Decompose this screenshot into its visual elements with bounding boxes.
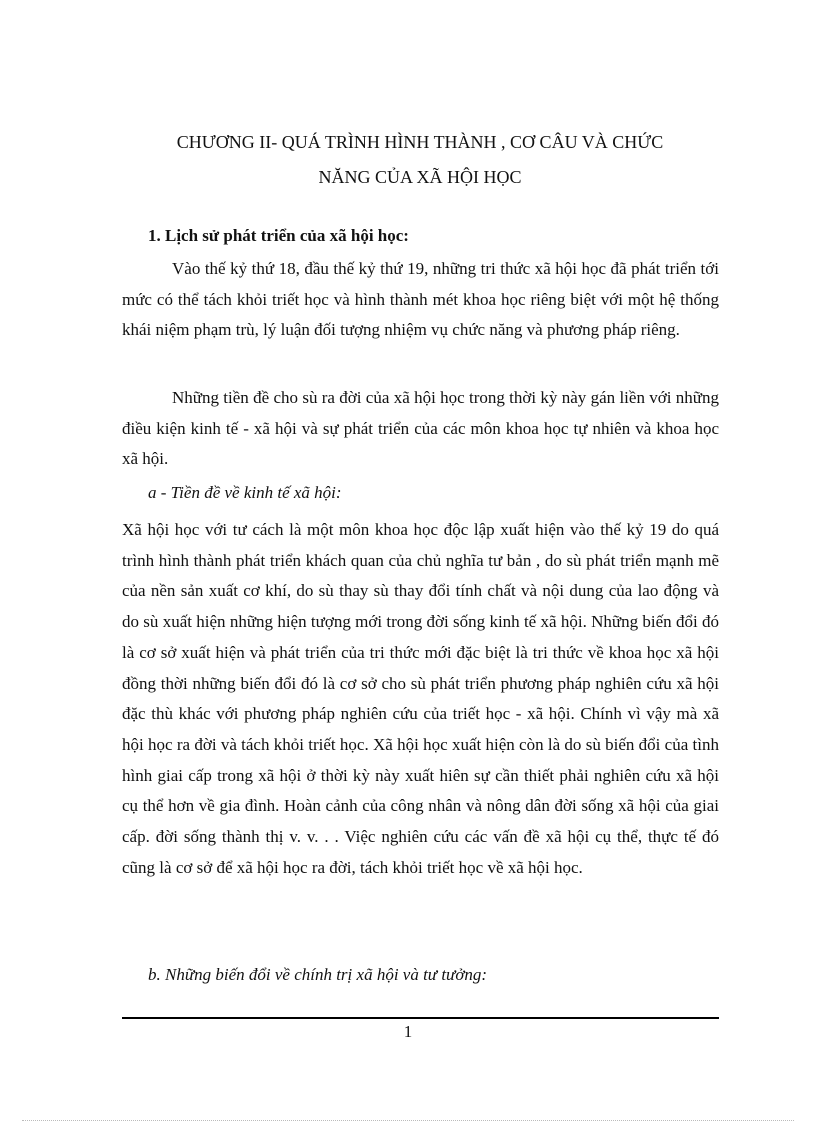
footer-rule xyxy=(122,1017,719,1019)
page-edge-divider xyxy=(22,1120,794,1121)
paragraph-premises xyxy=(122,383,719,475)
paragraph-text: Vào thế kỷ thứ 18, đầu thế kỷ thứ 19, những tri thức xã hội học đã phát triển tới mức có thể tách khỏi triết học và hình thành mét khoa học riêng biệt với một hệ thống khái niệm phạm trù, lý luận đối tượng nhiệm vụ chức năng và phương pháp riêng. xyxy=(122,259,719,340)
chapter-title xyxy=(120,125,720,195)
chapter-title-line2: NĂNG CỦA XÃ HỘI HỌC xyxy=(318,167,522,187)
paragraph-intro xyxy=(122,254,719,346)
paragraph-text: Xã hội học với tư cách là một môn khoa học độc lập xuất hiện vào thế kỷ 19 do quá trình hình thành phát triển khách quan của chủ nghĩa tư bản , do sù phát triển mạnh mẽ của nền sản xuất cơ khí, do sù thay sù thay đổi tính chất và nội dung của lao động và do sù xuất hiện những hiện tượng mới trong đời sống kinh tế xã hội. Những biến đổi đó là cơ sở xuất hiện và phát triển của tri thức mới đặc biệt là tri thức về khoa học xã hội đồng thời những biến đổi đó là cơ sở cho sù phát triển phương pháp nghiên cứu xã hội đặc thù khác với phương pháp nghiên cứu của triết học - xã hội. Chính vì vậy mà xã hội học ra đời và tách khỏi triết học. Xã hội học xuất hiện còn là do sù biến đổi của tình hình giai cấp trong xã hội ở thời kỳ này xuất hiên sự cần thiết phải nghiên cứu xã hội cụ thể hơn về gia đình. Hoàn cảnh của công nhân và nông dân đời sống xã hội của giai cấp. đời sống thành thị v. v. . . Việc nghiên cứu các vấn đề xã hội cụ thể, thực tế đó cũng là cơ sở để xã hội học ra đời, tách khỏi triết học về xã hội học. xyxy=(122,520,719,877)
section-heading: 1. Lịch sử phát triển của xã hội học: xyxy=(148,226,409,245)
paragraph-text: Những tiền đề cho sù ra đời của xã hội học trong thời kỳ này gán liền với những điều kiện kinh tế - xã hội và sự phát triển của các môn khoa học tự nhiên và khoa học xã hội. xyxy=(122,388,719,469)
chapter-title-line1: CHƯƠNG II- QUÁ TRÌNH HÌNH THÀNH , CƠ CÂU VÀ CHỨC xyxy=(176,132,664,152)
subsection-b-heading: b. Những biến đổi về chính trị xã hội và tư tưởng: xyxy=(148,965,488,984)
subsection-a-heading: a - Tiền đề về kinh tế xã hội: xyxy=(148,483,342,502)
page-number: 1 xyxy=(403,1022,413,1041)
paragraph-economic xyxy=(122,515,719,883)
